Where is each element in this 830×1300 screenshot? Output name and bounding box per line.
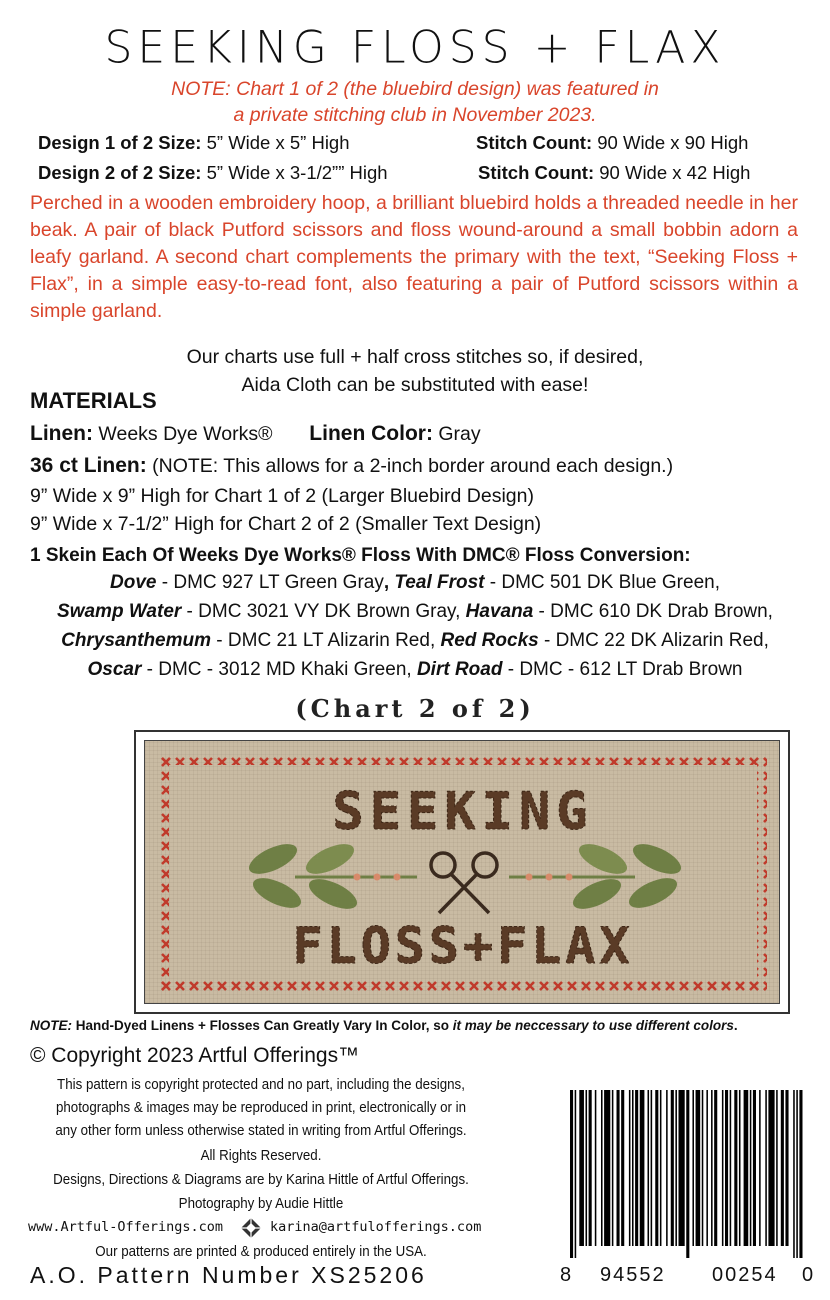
barcode-bar [781, 1090, 784, 1246]
barcode-bar [739, 1090, 741, 1246]
floss-name: Oscar [87, 659, 142, 680]
floss-heading: 1 Skein Each Of Weeks Dye Works® Floss With DMC® Floss Conversion: [30, 545, 691, 566]
barcode-bar [604, 1090, 610, 1246]
floss-name: Chrysanthemum [61, 630, 212, 651]
legal-line: photographs & images may be reproduced in print, electronically or in [55, 1100, 467, 1116]
linen-color-value: Gray [432, 423, 481, 445]
barcode-bar [793, 1090, 795, 1258]
barcode-bar [679, 1090, 685, 1246]
barcode-bar [589, 1090, 592, 1246]
barcode-bar [666, 1090, 668, 1246]
copyright: © Copyright 2023 Artful Offerings™ [30, 1044, 360, 1067]
barcode-bar [753, 1090, 756, 1246]
barcode-bar [570, 1090, 573, 1258]
stitched-design-svg [145, 741, 780, 1004]
barcode-bar [629, 1090, 631, 1246]
usa-note: Our patterns are printed & produced entirely in the USA. [95, 1244, 427, 1260]
barcode-bar [730, 1090, 732, 1246]
linen-label: Linen: [30, 422, 93, 445]
barcode-bar [617, 1090, 620, 1246]
fabric-size-1: 9” Wide x 9” High for Chart 1 of 2 (Larger Bluebird Design) [30, 485, 534, 507]
design2-stitch-count [478, 162, 750, 184]
barcode-bar [579, 1090, 584, 1246]
upc-barcode [556, 1090, 812, 1260]
stitched-photo-frame [134, 730, 790, 1014]
barcode-bar [765, 1090, 767, 1246]
barcode-bar [692, 1090, 694, 1246]
color-variation-note: NOTE: Hand-Dyed Linens + Flosses Can Greatly Vary In Color, so it may be neccessary to use different colors. [30, 1018, 738, 1033]
size-value: 5” Wide x 5” High [201, 132, 350, 153]
count-value: 90 Wide x 42 High [594, 162, 751, 183]
design1-stitch-count [476, 132, 748, 154]
legal-line: any other form unless otherwise stated in writing from Artful Offerings. [55, 1123, 467, 1139]
fabric-size-2: 9” Wide x 7-1/2” High for Chart 2 of 2 (Smaller Text Design) [30, 513, 542, 535]
barcode-bar [595, 1090, 597, 1246]
barcode-bar [621, 1090, 624, 1246]
barcode-bar [586, 1090, 588, 1246]
count-value: 90 Wide x 90 High [592, 132, 749, 153]
stitched-photo [144, 740, 780, 1004]
charts-note-line1: Our charts use full + half cross stitches so, if desired, [186, 346, 644, 368]
barcode-bar [796, 1090, 798, 1258]
diamond-logo-icon [240, 1217, 262, 1244]
charts-note-line2: Aida Cloth can be substituted with ease! [241, 374, 589, 396]
size-label: Design 1 of 2 Size: [38, 132, 202, 153]
barcode-bar [706, 1090, 708, 1246]
barcode-bar [722, 1090, 724, 1246]
materials-heading: MATERIALS [30, 388, 157, 413]
linen-count-label: 36 ct Linen: [30, 454, 147, 477]
barcode-digit-right: 0 [802, 1264, 814, 1286]
barcode-bar [759, 1090, 761, 1246]
linen-count-line [30, 454, 673, 478]
stitched-word-seeking: SEEKING [332, 782, 594, 842]
barcode-bar [671, 1090, 674, 1246]
barcode-bar [696, 1090, 701, 1246]
barcode-bar [686, 1090, 689, 1258]
barcode-bar [714, 1090, 717, 1246]
floss-name: Red Rocks [440, 630, 539, 651]
linen-value: Weeks Dye Works® [93, 423, 273, 445]
design1-size [38, 132, 350, 154]
barcode-bar [601, 1090, 603, 1246]
barcode-bar [744, 1090, 749, 1246]
barcode-bar [660, 1090, 662, 1246]
floss-name: Swamp Water [57, 601, 182, 622]
barcode-bar [785, 1090, 788, 1246]
floss-line-4: Oscar - DMC - 3012 MD Khaki Green, Dirt Road - DMC - 612 LT Drab Brown [87, 659, 743, 680]
barcode-bar [632, 1090, 634, 1246]
count-label: Stitch Count: [476, 132, 593, 153]
website-link[interactable]: www.Artful-Offerings.com [28, 1219, 224, 1235]
linen-count-note: (NOTE: This allows for a 2-inch border around each design.) [146, 455, 674, 477]
leafy-garland [245, 838, 685, 915]
pattern-number: A.O. Pattern Number XS25206 [30, 1262, 427, 1288]
chart-label: (Chart 2 of 2) [295, 694, 535, 723]
barcode-digit-left: 8 [560, 1264, 572, 1286]
club-note-line1: NOTE: Chart 1 of 2 (the bluebird design) was featured in [171, 78, 659, 100]
barcode-bar [776, 1090, 778, 1246]
barcode-group-2: 00254 [712, 1264, 778, 1286]
barcode-bar [648, 1090, 650, 1246]
barcode-bar [799, 1090, 802, 1258]
floss-line-3: Chrysanthemum - DMC 21 LT Alizarin Red, Red Rocks - DMC 22 DK Alizarin Red, [61, 630, 769, 651]
club-note-line2: a private stitching club in November 2023. [233, 104, 597, 126]
linen-line [30, 422, 481, 446]
linen-color-label: Linen Color: [309, 422, 433, 445]
barcode-bar [750, 1090, 752, 1246]
barcode-bar [651, 1090, 653, 1246]
barcode-bar [725, 1090, 728, 1246]
barcode-bar [640, 1090, 645, 1246]
page-title: SEEKING FLOSS + FLAX [104, 21, 726, 74]
barcode-bar [612, 1090, 614, 1246]
barcode-bar [675, 1090, 677, 1246]
stitched-words-floss-flax: FLOSS+FLAX [292, 917, 634, 975]
design2-size [38, 162, 388, 184]
barcode-bar [655, 1090, 658, 1246]
floss-line-1: Dove - DMC 927 LT Green Gray, Teal Frost - DMC 501 DK Blue Green, [110, 572, 720, 593]
email-link[interactable]: karina@artfulofferings.com [270, 1219, 482, 1235]
size-value: 5” Wide x 3-1/2”” High [201, 162, 388, 183]
barcode-bar [635, 1090, 638, 1246]
design-description: Perched in a wooden embroidery hoop, a brilliant bluebird holds a threaded needle in her beak. A pair of black Putford scissors and floss wound-around a small bobbin adorn a leafy garland. A second chart complements the primary with the text, “Seeking Floss + Flax”, in a simple easy-to-read font, also featuring a pair of Putford scissors within a simple garland. [30, 192, 798, 322]
floss-name: Teal Frost [394, 572, 485, 593]
designer-credit: Designs, Directions & Diagrams are by Karina Hittle of Artful Offerings. [53, 1172, 469, 1188]
barcode-group-1: 94552 [600, 1264, 666, 1286]
putford-scissors [431, 853, 497, 913]
floss-name: Dirt Road [416, 659, 503, 680]
barcode-bar [734, 1090, 737, 1246]
barcode-bar [711, 1090, 713, 1246]
barcode-bar [702, 1090, 704, 1246]
legal-line: This pattern is copyright protected and no part, including the designs, [57, 1077, 465, 1093]
photography-credit: Photography by Audie Hittle [178, 1196, 344, 1212]
rights-reserved: All Rights Reserved. [200, 1148, 322, 1164]
floss-name: Havana [465, 601, 534, 622]
floss-name: Dove [110, 572, 157, 593]
count-label: Stitch Count: [478, 162, 595, 183]
size-label: Design 2 of 2 Size: [38, 162, 202, 183]
barcode-bar [575, 1090, 577, 1258]
barcode-bar [768, 1090, 774, 1246]
floss-line-2: Swamp Water - DMC 3021 VY DK Brown Gray, Havana - DMC 610 DK Drab Brown, [57, 601, 773, 622]
